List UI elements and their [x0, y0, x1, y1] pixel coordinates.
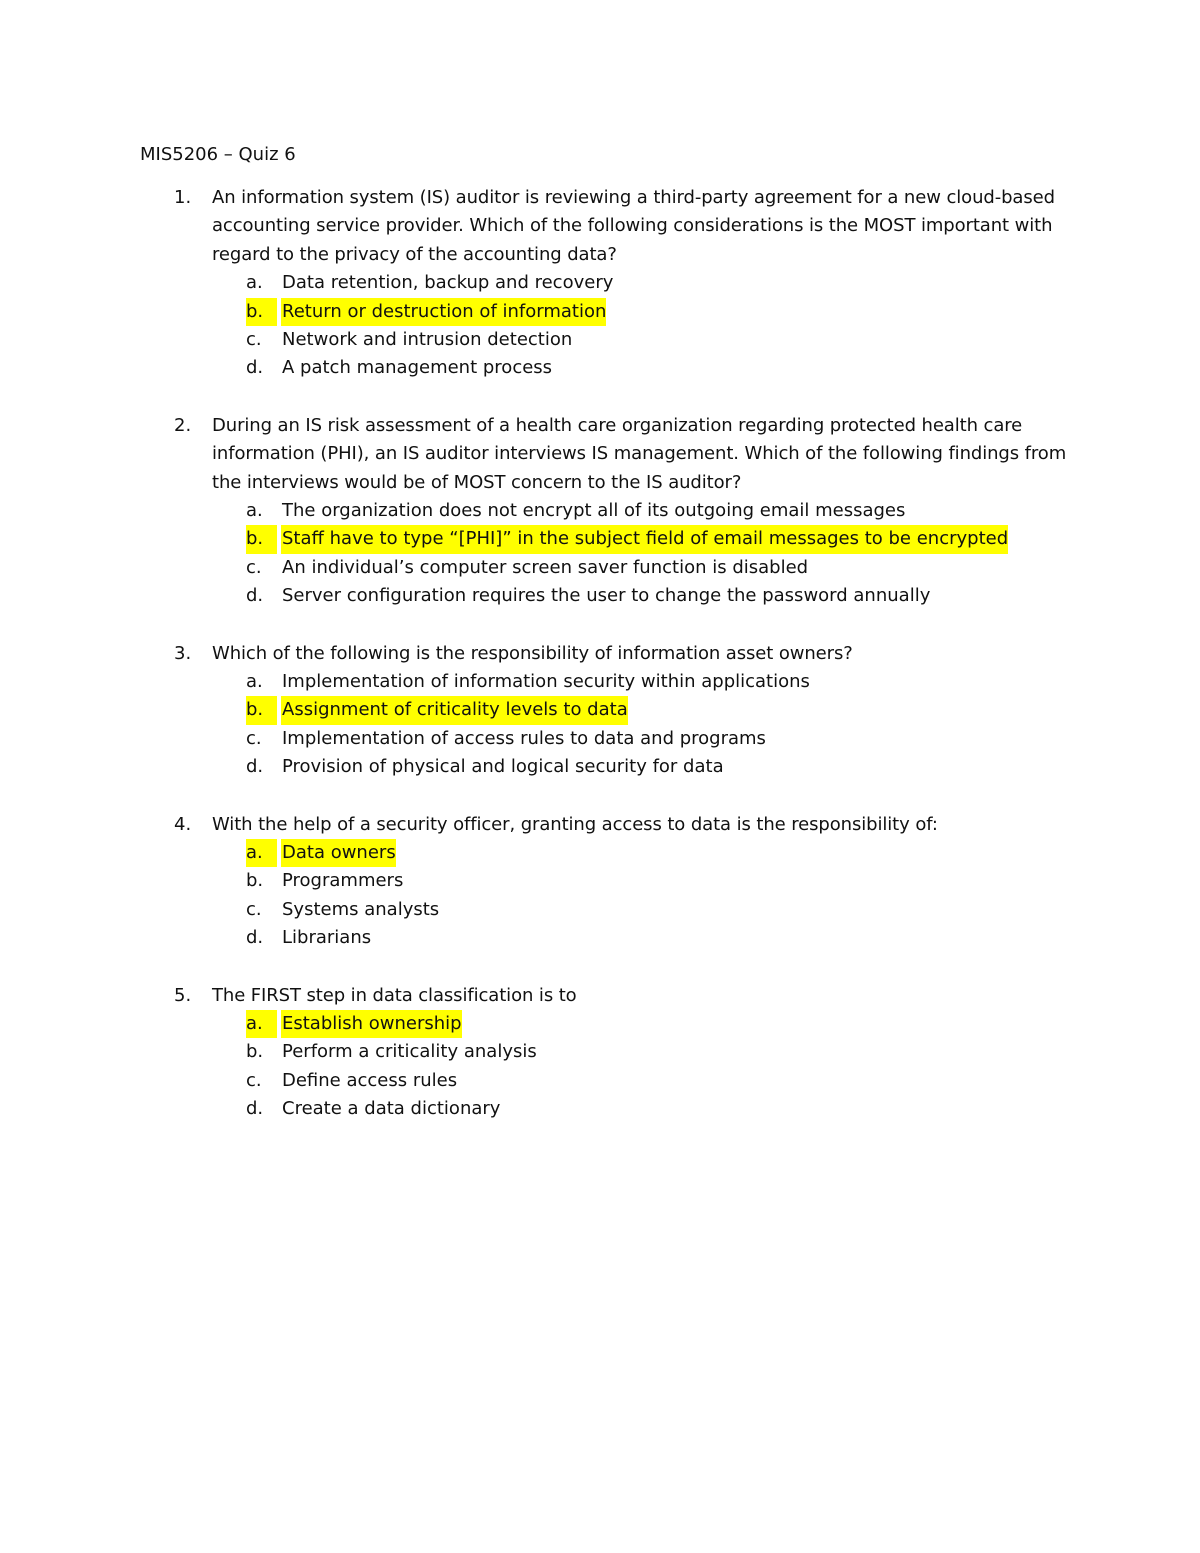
- answer-option: [0, 326, 1200, 354]
- page-title: MIS5206 – Quiz 6: [140, 144, 296, 165]
- answer-option-highlighted: [0, 839, 1200, 867]
- option-letter: b.: [246, 298, 277, 326]
- option-letter: b.: [246, 696, 277, 724]
- answer-options: [0, 269, 1200, 383]
- question-number: 5.: [174, 984, 192, 1006]
- option-text: Perform a criticality analysis: [282, 1041, 537, 1063]
- option-text: Librarians: [282, 927, 372, 949]
- question-1: [0, 184, 1200, 383]
- option-text: Systems analysts: [282, 898, 440, 920]
- option-letter: b.: [246, 525, 277, 553]
- option-letter: a.: [246, 500, 263, 521]
- answer-option: [0, 725, 1200, 753]
- question-text: An information system (IS) auditor is reviewing a third-party agreement for a new cloud-based accounting service provider. Which of the following considerations is the MOST important with regard to the privacy of the accounting data?: [212, 187, 1055, 265]
- question-2: [0, 412, 1200, 611]
- option-letter: c.: [246, 1069, 262, 1091]
- question-text: With the help of a security officer, granting access to data is the responsibility of:: [212, 813, 938, 835]
- question-list: [0, 184, 1200, 1152]
- option-text: Programmers: [282, 870, 404, 892]
- option-letter: b.: [246, 870, 264, 892]
- option-letter: d.: [246, 756, 264, 778]
- question-number: 4.: [174, 813, 192, 835]
- option-text: Define access rules: [282, 1069, 458, 1091]
- option-text: Data retention, backup and recovery: [282, 272, 614, 294]
- option-letter: d.: [246, 927, 264, 949]
- question-3: [0, 640, 1200, 782]
- answer-option: [0, 554, 1200, 582]
- answer-option: [0, 668, 1200, 696]
- option-text: The organization does not encrypt all of its outgoing email messages: [282, 500, 906, 521]
- option-letter: d.: [246, 357, 264, 379]
- question-5: [0, 982, 1200, 1124]
- answer-options: [0, 668, 1200, 782]
- question-number: 1.: [174, 187, 192, 208]
- question-number: 2.: [174, 414, 192, 436]
- answer-options: [0, 1010, 1200, 1124]
- option-letter: a.: [246, 839, 277, 867]
- option-letter: a.: [246, 1010, 277, 1038]
- answer-option: [0, 1095, 1200, 1123]
- option-text: Establish ownership: [281, 1010, 462, 1038]
- option-text: Implementation of information security within applications: [282, 670, 810, 692]
- option-letter: d.: [246, 585, 264, 607]
- answer-option: [0, 1038, 1200, 1066]
- option-text: Return or destruction of information: [281, 298, 606, 326]
- answer-option-highlighted: [0, 696, 1200, 724]
- option-text: Implementation of access rules to data and programs: [282, 727, 766, 749]
- answer-option: [0, 269, 1200, 297]
- option-text: Data owners: [281, 839, 396, 867]
- option-letter: d.: [246, 1098, 264, 1120]
- option-letter: a.: [246, 670, 263, 692]
- option-text: A patch management process: [282, 357, 553, 379]
- option-text: Network and intrusion detection: [282, 329, 573, 350]
- answer-option: [0, 753, 1200, 781]
- answer-option: [0, 497, 1200, 525]
- question-text: The FIRST step in data classification is to: [212, 984, 577, 1006]
- answer-option: [0, 924, 1200, 952]
- option-text: Staff have to type “[PHI]” in the subject field of email messages to be encrypted: [281, 525, 1008, 553]
- option-letter: a.: [246, 272, 263, 294]
- question-text: Which of the following is the responsibility of information asset owners?: [212, 642, 853, 664]
- answer-option-highlighted: [0, 1010, 1200, 1038]
- option-text: Provision of physical and logical security for data: [282, 756, 724, 778]
- option-letter: b.: [246, 1041, 264, 1063]
- option-letter: c.: [246, 556, 262, 578]
- option-text: Create a data dictionary: [282, 1098, 501, 1120]
- answer-option: [0, 867, 1200, 895]
- option-letter: c.: [246, 898, 262, 920]
- option-text: Server configuration requires the user to change the password annually: [282, 585, 931, 607]
- answer-option-highlighted: [0, 525, 1200, 553]
- answer-options: [0, 497, 1200, 611]
- question-number: 3.: [174, 642, 192, 664]
- answer-option: [0, 582, 1200, 610]
- question-4: [0, 811, 1200, 953]
- answer-option: [0, 1067, 1200, 1095]
- option-text: Assignment of criticality levels to data: [281, 696, 628, 724]
- question-text: During an IS risk assessment of a health care organization regarding protected health care information (PHI), an IS auditor interviews IS management. Which of the following findings from the interviews would be of MOST concern to the IS auditor?: [212, 414, 1067, 493]
- option-letter: c.: [246, 329, 262, 350]
- answer-options: [0, 839, 1200, 953]
- option-text: An individual’s computer screen saver function is disabled: [282, 556, 809, 578]
- answer-option: [0, 896, 1200, 924]
- answer-option: [0, 354, 1200, 382]
- answer-option-highlighted: [0, 298, 1200, 326]
- option-letter: c.: [246, 727, 262, 749]
